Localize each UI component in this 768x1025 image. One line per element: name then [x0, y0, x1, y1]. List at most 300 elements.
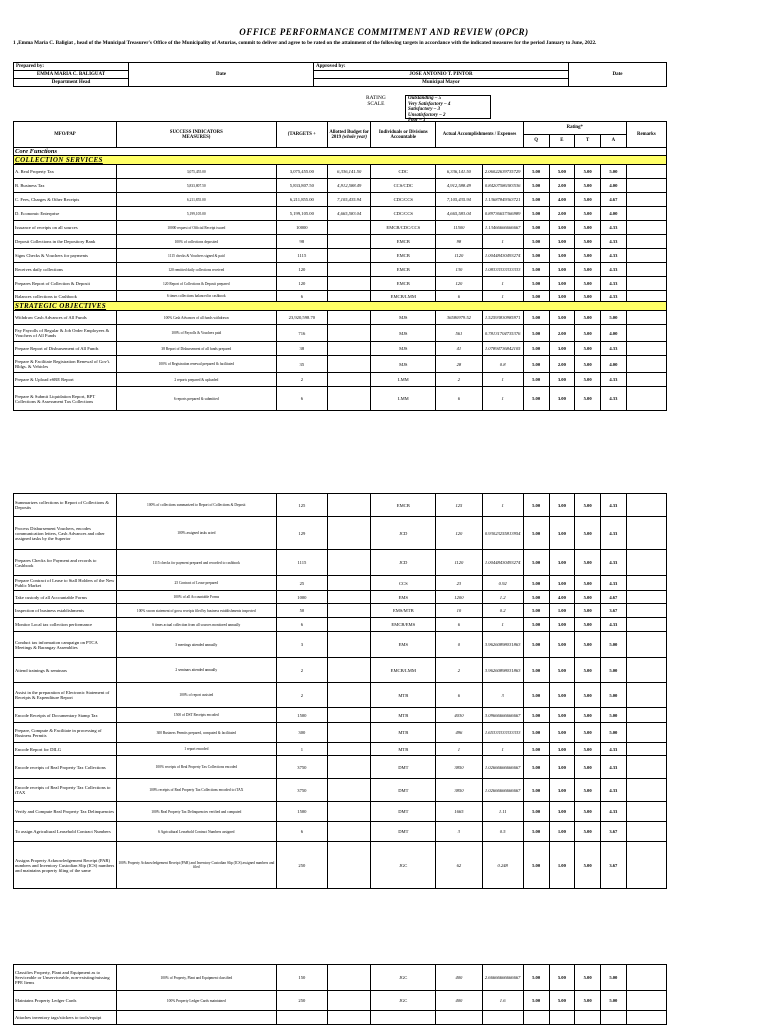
actual-ratio-cell: 0.93023255813954 — [482, 517, 523, 550]
mfo-cell: Pay Payrolls of Regular & Job Order Employees & Vouchers of All Funds — [14, 325, 117, 342]
rating-a-cell: 4.33 — [600, 342, 626, 356]
rating-a-cell: 4.33 — [600, 387, 626, 411]
actual-ratio-cell: 0.2 — [482, 604, 523, 618]
rating-t-cell: 5.00 — [575, 550, 601, 576]
rating-a-cell: 4.33 — [600, 550, 626, 576]
rating-t-cell: 5.00 — [575, 802, 601, 822]
rating-q-cell: 5.00 — [523, 743, 549, 756]
accountable-cell: JGC — [371, 965, 436, 991]
rating-a-cell: 4.33 — [600, 263, 626, 277]
table-row — [14, 356, 667, 373]
success-indicator-cell: 100% receipts of Real Property Tax Collections encoded — [116, 756, 276, 779]
mfo-cell: Encode receipts of Real Property Tax Collections — [14, 756, 117, 779]
target-cell: 1500 — [276, 802, 327, 822]
target-cell: 3750 — [276, 756, 327, 779]
budget-cell — [328, 576, 371, 591]
success-indicator-cell: 100% of report assisted — [116, 683, 276, 708]
remarks-cell — [626, 1011, 666, 1025]
budget-cell — [328, 708, 371, 723]
accountable-cell: LMM — [371, 373, 436, 387]
actual-ratio-cell: 1.00448430493274 — [482, 550, 523, 576]
rating-e-cell: 3.00 — [549, 756, 575, 779]
mfo-cell: Prepare & Upload eSRE Report — [14, 373, 117, 387]
budget-cell — [328, 723, 371, 743]
success-indicator-cell: 100% Real Property Tax Delinquencies verified and computed — [116, 802, 276, 822]
mfo-cell: Assigns Property Acknowledgement Receipt (PAR) numbers and Inventory Custodian Slip (ICS) numbers and maintains property filing of the same — [14, 842, 117, 889]
accountable-cell: CDC/CCS — [371, 207, 436, 221]
rating-e-cell: 2.00 — [549, 179, 575, 193]
rating-a-cell: 3.67 — [600, 822, 626, 842]
remarks-cell — [626, 311, 666, 325]
approved-date-label: Date — [569, 63, 667, 87]
success-indicator-cell: 6 Agricultural Leasehold Contract Numbers assigned — [116, 822, 276, 842]
actual-ratio-cell: 0.8 — [482, 356, 523, 373]
actual-ratio-cell: 1 — [482, 291, 523, 302]
actual-ratio-cell: 1 — [482, 373, 523, 387]
accountable-cell — [371, 1011, 436, 1025]
target-cell: 250 — [276, 991, 327, 1011]
mfo-cell: Prepare Report of Disbursement of All Funds — [14, 342, 117, 356]
approver-name: JOSE ANTONIO T. PINTOR — [314, 71, 569, 79]
success-indicator-cell: 3,075,455.00 — [116, 165, 276, 179]
budget-cell — [328, 387, 371, 411]
section-core-functions: Core Functions — [14, 148, 667, 156]
rating-t-cell: 5.00 — [575, 311, 601, 325]
remarks-cell — [626, 991, 666, 1011]
budget-cell: 7,105,435.94 — [328, 193, 371, 207]
rating-e-cell: 5.00 — [549, 311, 575, 325]
table-row — [14, 802, 667, 822]
actual-ratio-cell: 2.06022639735729 — [482, 165, 523, 179]
target-cell: 1115 — [276, 550, 327, 576]
actual-ratio-cell: 3.09666666666667 — [482, 708, 523, 723]
budget-cell — [328, 291, 371, 302]
rating-t-cell: 5.00 — [575, 342, 601, 356]
rating-e-cell: 1.00 — [549, 604, 575, 618]
table-row — [14, 604, 667, 618]
remarks-cell — [626, 802, 666, 822]
rating-a-cell: 5.00 — [600, 165, 626, 179]
remarks-cell — [626, 235, 666, 249]
success-indicator-cell: 100% receipts of Real Property Tax Collections encoded to iTAX — [116, 779, 276, 802]
table-row — [14, 723, 667, 743]
actual-cell: 3850 — [436, 756, 482, 779]
target-cell: 3 — [276, 632, 327, 658]
rating-t-cell: 5.00 — [575, 263, 601, 277]
mfo-cell: C. Fees, Charges & Other Receipts — [14, 193, 117, 207]
budget-cell — [328, 550, 371, 576]
rating-q-cell: 5.00 — [523, 550, 549, 576]
rating-q-cell: 5.00 — [523, 235, 549, 249]
table-row — [14, 311, 667, 325]
actual-header: Actual Accomplishments / Expenses — [436, 122, 524, 148]
actual-cell: 11500 — [436, 221, 482, 235]
rating-q-cell: 5.00 — [523, 632, 549, 658]
actual-cell: 62 — [436, 842, 482, 889]
rating-t-cell: 5.00 — [575, 822, 601, 842]
accountable-cell: EMCB/EMS — [371, 618, 436, 632]
accountable-cell: MJS — [371, 342, 436, 356]
table-row — [14, 179, 667, 193]
actual-ratio-cell: 1 — [482, 235, 523, 249]
success-indicator-cell: 1500 of DST Receipts encoded — [116, 708, 276, 723]
table-row — [14, 618, 667, 632]
actual-ratio-cell: 1 — [482, 387, 523, 411]
actual-cell: 2 — [436, 373, 482, 387]
rating-a-cell: 4.33 — [600, 576, 626, 591]
rating-e-cell: 3.00 — [549, 517, 575, 550]
success-indicator-cell: 5,199,105.00 — [116, 207, 276, 221]
budget-cell — [328, 965, 371, 991]
rating-e-header: E — [550, 135, 576, 147]
accountable-cell: LMM — [371, 387, 436, 411]
rating-a-cell: 4.33 — [600, 249, 626, 263]
success-indicator-cell: 2 reports prepared & uploaded — [116, 373, 276, 387]
mfo-cell: Withdraw Cash Advances of All Funds — [14, 311, 117, 325]
target-cell: 2 — [276, 658, 327, 683]
table-row — [14, 277, 667, 291]
mfo-cell: Issuance of receipts on all sources — [14, 221, 117, 235]
budget-cell — [328, 1011, 371, 1025]
rating-t-cell: 5.00 — [575, 683, 601, 708]
remarks-cell — [626, 576, 666, 591]
remarks-cell — [626, 591, 666, 604]
table-row — [14, 207, 667, 221]
rating-q-cell: 5.00 — [523, 658, 549, 683]
accountable-cell: EMS — [371, 632, 436, 658]
actual-cell: 2 — [436, 658, 482, 683]
rating-a-cell: 4.33 — [600, 779, 626, 802]
rating-a-cell: 4.00 — [600, 325, 626, 342]
actual-cell: 400 — [436, 965, 482, 991]
remarks-header: Remarks — [626, 122, 666, 148]
remarks-cell — [626, 842, 666, 889]
rating-q-header: Q — [524, 135, 550, 147]
remarks-cell — [626, 207, 666, 221]
success-indicator-cell: 120 remitted daily collections received — [116, 263, 276, 277]
rating-t-cell: 5.00 — [575, 708, 601, 723]
rating-a-cell: 4.33 — [600, 291, 626, 302]
remarks-cell — [626, 249, 666, 263]
accountable-cell: MTB — [371, 708, 436, 723]
mfo-cell: Prepares Report of Collection & Deposit — [14, 277, 117, 291]
accountable-cell: MTB — [371, 743, 436, 756]
rating-t-cell: 5.00 — [575, 494, 601, 517]
actual-ratio-cell: 1.65333333333333 — [482, 723, 523, 743]
success-indicator-cell: 100% of Payrolls & Vouchers paid — [116, 325, 276, 342]
accountable-cell: DMT — [371, 756, 436, 779]
rating-t-header: T — [575, 135, 601, 147]
rating-a-cell: 4.33 — [600, 221, 626, 235]
rating-t-cell: 5.00 — [575, 373, 601, 387]
remarks-cell — [626, 325, 666, 342]
table-row — [14, 991, 667, 1011]
target-cell: 10000 — [276, 221, 327, 235]
success-indicator-cell: 3 meetings attended annually — [116, 632, 276, 658]
accountable-cell: EMS/MTB — [371, 604, 436, 618]
actual-ratio-cell: 0.89736657366989 — [482, 207, 523, 221]
opcr-table-page-2 — [13, 493, 667, 889]
mfo-cell: Take custody of all Accountable Forms — [14, 591, 117, 604]
remarks-cell — [626, 658, 666, 683]
actual-ratio-cell: 0.248 — [482, 842, 523, 889]
actual-ratio-cell: 1.02666666666667 — [482, 756, 523, 779]
rating-a-cell: 4.33 — [600, 373, 626, 387]
mfo-cell: Prepare & Submit Liquidation Report, RPT Collections & Assessment Tax Collections — [14, 387, 117, 411]
actual-cell: 3850 — [436, 779, 482, 802]
budget-cell — [328, 604, 371, 618]
table-row — [14, 1011, 667, 1025]
accountable-cell: MJS — [371, 356, 436, 373]
rating-e-cell: 3.00 — [549, 373, 575, 387]
remarks-cell — [626, 618, 666, 632]
rating-q-cell: 5.00 — [523, 325, 549, 342]
success-indicator-cell: 1115 checks for payment prepared and recorded to cashbook — [116, 550, 276, 576]
rating-a-header: A — [611, 138, 616, 143]
actual-ratio-cell: 1 — [482, 743, 523, 756]
actual-ratio-cell: 1.13466666666667 — [482, 221, 523, 235]
actual-cell: 4,665,583.04 — [436, 207, 482, 221]
table-row — [14, 165, 667, 179]
target-cell: 6 — [276, 291, 327, 302]
actual-ratio-cell: 3.96260898031863 — [482, 658, 523, 683]
actual-ratio-cell: 1.00448430493274 — [482, 249, 523, 263]
actual-ratio-cell: 1.6 — [482, 991, 523, 1011]
target-cell: 5,833,807.50 — [276, 179, 327, 193]
rating-e-cell: 5.00 — [549, 658, 575, 683]
rating-scale-legend — [405, 95, 491, 124]
actual-ratio-cell: 0.5 — [482, 822, 523, 842]
accountable-cell: EMCB/CDC/CCS — [371, 221, 436, 235]
rating-q-cell: 5.00 — [523, 342, 549, 356]
rating-e-cell: 3.00 — [549, 221, 575, 235]
remarks-cell — [626, 604, 666, 618]
approver-position: Municipal Mayor — [314, 79, 569, 87]
target-cell: 1000 — [276, 591, 327, 604]
rating-e-cell: 3.00 — [549, 550, 575, 576]
rating-e-cell: 5.00 — [549, 965, 575, 991]
rating-t-cell: 5.00 — [575, 221, 601, 235]
success-indicator-cell: 6 times collections balanced in cashbook — [116, 291, 276, 302]
accountable-cell: EMCB — [371, 249, 436, 263]
table-row — [14, 842, 667, 889]
actual-ratio-cell: 1.02666666666667 — [482, 779, 523, 802]
actual-ratio-cell: 3 — [482, 683, 523, 708]
budget-cell — [328, 277, 371, 291]
budget-cell — [328, 311, 371, 325]
rating-q-cell: 5.00 — [523, 249, 549, 263]
budget-cell — [328, 249, 371, 263]
actual-cell: 125 — [436, 494, 482, 517]
remarks-cell — [626, 356, 666, 373]
rating-t-cell: 5.00 — [575, 235, 601, 249]
rating-q-cell: 5.00 — [523, 277, 549, 291]
success-indicator-cell: 25 Contract of Lease prepared — [116, 576, 276, 591]
budget-cell — [328, 494, 371, 517]
actual-ratio-cell: 1.52593830985971 — [482, 311, 523, 325]
actual-ratio-cell: 1.08333333333333 — [482, 263, 523, 277]
target-cell: 38 — [276, 342, 327, 356]
target-cell: 2 — [276, 683, 327, 708]
budget-cell — [328, 235, 371, 249]
mfo-cell: Encode Report for DILG — [14, 743, 117, 756]
remarks-cell — [626, 822, 666, 842]
actual-ratio-cell: 3.96260898031863 — [482, 632, 523, 658]
rating-t-cell: 5.00 — [575, 658, 601, 683]
success-indicator-cell: 100% sworn statement of gross receipts filed by business establishments inspected — [116, 604, 276, 618]
rating-q-cell: 5.00 — [523, 263, 549, 277]
remarks-cell — [626, 708, 666, 723]
rating-q-cell: 5.00 — [523, 604, 549, 618]
rating-t-cell: 5.00 — [575, 618, 601, 632]
accountable-cell: JCD — [371, 517, 436, 550]
actual-cell: 0 — [436, 632, 482, 658]
rating-t-cell — [575, 1011, 601, 1025]
actual-ratio-cell: 1 — [482, 618, 523, 632]
actual-ratio-cell: 0.92 — [482, 576, 523, 591]
table-row — [14, 494, 667, 517]
document-title: OFFICE PERFORMANCE COMMITMENT AND REVIEW (OPCR) — [239, 27, 529, 37]
mfo-cell: Encode receipts of Real Property Tax Collections to iTAX — [14, 779, 117, 802]
rating-q-cell: 5.00 — [523, 965, 549, 991]
rating-t-cell: 5.00 — [575, 517, 601, 550]
target-cell: 150 — [276, 965, 327, 991]
budget-cell — [328, 263, 371, 277]
rating-e-cell: 3.00 — [549, 235, 575, 249]
rating-t-cell: 5.00 — [575, 179, 601, 193]
actual-cell: 120 — [436, 277, 482, 291]
rating-e-cell: 3.00 — [549, 494, 575, 517]
actual-cell — [436, 1011, 482, 1025]
mfo-cell: Encode Receipts of Documentary Stamp Tax — [14, 708, 117, 723]
table-row — [14, 342, 667, 356]
rating-e-cell — [549, 1011, 575, 1025]
budget-cell — [328, 842, 371, 889]
target-cell: 1 — [276, 743, 327, 756]
success-indicator-cell: 100% of all Accountable Forms — [116, 591, 276, 604]
rating-a-cell: 3.67 — [600, 842, 626, 889]
remarks-cell — [626, 291, 666, 302]
accountable-cell: MJS — [371, 325, 436, 342]
remarks-cell — [626, 683, 666, 708]
target-cell: 250 — [276, 842, 327, 889]
rating-item: Outstanding – 5 — [408, 96, 442, 101]
accountable-cell: EMCB/LMM — [371, 291, 436, 302]
success-indicator-cell: 5,833,807.50 — [116, 179, 276, 193]
accountable-cell: JCD — [371, 550, 436, 576]
success-indicator-cell: 2 seminars attended annually — [116, 658, 276, 683]
rating-e-cell: 3.00 — [549, 618, 575, 632]
rating-q-cell: 5.00 — [523, 165, 549, 179]
budget-cell — [328, 591, 371, 604]
table-row — [14, 591, 667, 604]
rating-a-cell: 4.00 — [600, 356, 626, 373]
actual-cell: 6 — [436, 618, 482, 632]
rating-t-cell: 5.00 — [575, 743, 601, 756]
target-cell: 23,920,598.70 — [276, 311, 327, 325]
table-row — [14, 658, 667, 683]
accountable-cell: EMS — [371, 591, 436, 604]
mfo-cell: Signs Checks & Vouchers for payments — [14, 249, 117, 263]
success-indicator-cell: 100% of collections deposited — [116, 235, 276, 249]
rating-q-cell: 5.00 — [523, 683, 549, 708]
actual-cell: 7,105,435.94 — [436, 193, 482, 207]
table-row — [14, 965, 667, 991]
section-strategic-objectives: STRATEGIC OBJECTIVES — [14, 302, 667, 311]
budget-cell — [328, 517, 371, 550]
success-indicator-cell: 300 Business Permits prepared, computed & facilitated — [116, 723, 276, 743]
rating-item: Unsatisfactory – 2 — [408, 112, 446, 118]
accountable-cell: CDC — [371, 165, 436, 179]
rating-q-cell: 5.00 — [523, 494, 549, 517]
budget-cell — [328, 756, 371, 779]
remarks-cell — [626, 743, 666, 756]
actual-ratio-cell: 2.66666666666667 — [482, 965, 523, 991]
section-collection-services: COLLECTION SERVICES — [14, 156, 667, 165]
remarks-cell — [626, 550, 666, 576]
mfo-cell: Balances collections to Cashbook — [14, 291, 117, 302]
accountable-cell: CDC/CCS — [371, 193, 436, 207]
rating-t-cell: 5.00 — [575, 356, 601, 373]
actual-cell: 41 — [436, 342, 482, 356]
target-cell: 1115 — [276, 249, 327, 263]
rating-t-cell: 5.00 — [575, 576, 601, 591]
actual-cell: 6 — [436, 291, 482, 302]
rating-a-cell: 4.33 — [600, 277, 626, 291]
rating-a-cell: 3.67 — [600, 604, 626, 618]
target-cell: 25 — [276, 576, 327, 591]
rating-e-cell: 3.00 — [549, 802, 575, 822]
rating-a-cell: 5.00 — [600, 723, 626, 743]
rating-e-cell: 2.00 — [549, 207, 575, 221]
rating-a-cell: 4.33 — [600, 494, 626, 517]
mfo-cell: Classifies Property, Plant and Equipment as to Serviceable or Unserviceable, non-existing/missing PPE Items — [14, 965, 117, 991]
signatories-table — [13, 62, 667, 87]
rating-a-cell: 5.00 — [600, 683, 626, 708]
success-indicators-header: SUCCESS INDICATORS MEASURES) — [116, 122, 276, 148]
remarks-cell — [626, 723, 666, 743]
table-row — [14, 708, 667, 723]
actual-cell: 36580979.52 — [436, 311, 482, 325]
remarks-cell — [626, 494, 666, 517]
rating-item: Poor – 1 — [408, 118, 426, 124]
budget-cell — [328, 991, 371, 1011]
table-row — [14, 291, 667, 302]
actual-cell: 400 — [436, 991, 482, 1011]
rating-q-cell: 5.00 — [523, 576, 549, 591]
mfo-cell: Prepare & Facilitate Registration Renewal of Gov't. Bldgs. & Vehicles — [14, 356, 117, 373]
remarks-cell — [626, 632, 666, 658]
preparer-name: EMMA MARIA C. BALIGUAT — [14, 71, 129, 79]
actual-ratio-cell — [482, 1011, 523, 1025]
budget-cell — [328, 632, 371, 658]
rating-e-cell: 5.00 — [549, 683, 575, 708]
actual-ratio-cell: 1.11 — [482, 802, 523, 822]
rating-scale-label: RATING SCALE — [366, 95, 386, 108]
mfo-cell: Prepare, Compute & Facilitate in processing of Business Permits — [14, 723, 117, 743]
rating-a-cell: 4.33 — [600, 743, 626, 756]
budget-header: Allotted Budget for 2019 (whole year) — [328, 122, 371, 148]
rating-e-cell: 3.00 — [549, 387, 575, 411]
accountable-header: Individuals or Divisions Accountable — [371, 122, 436, 148]
target-cell: 1500 — [276, 708, 327, 723]
rating-a-cell: 4.67 — [600, 193, 626, 207]
rating-e-cell: 1.00 — [549, 842, 575, 889]
table-row — [14, 632, 667, 658]
rating-t-cell: 5.00 — [575, 249, 601, 263]
rating-t-cell: 5.00 — [575, 291, 601, 302]
actual-ratio-cell: 1.13687849363721 — [482, 193, 523, 207]
